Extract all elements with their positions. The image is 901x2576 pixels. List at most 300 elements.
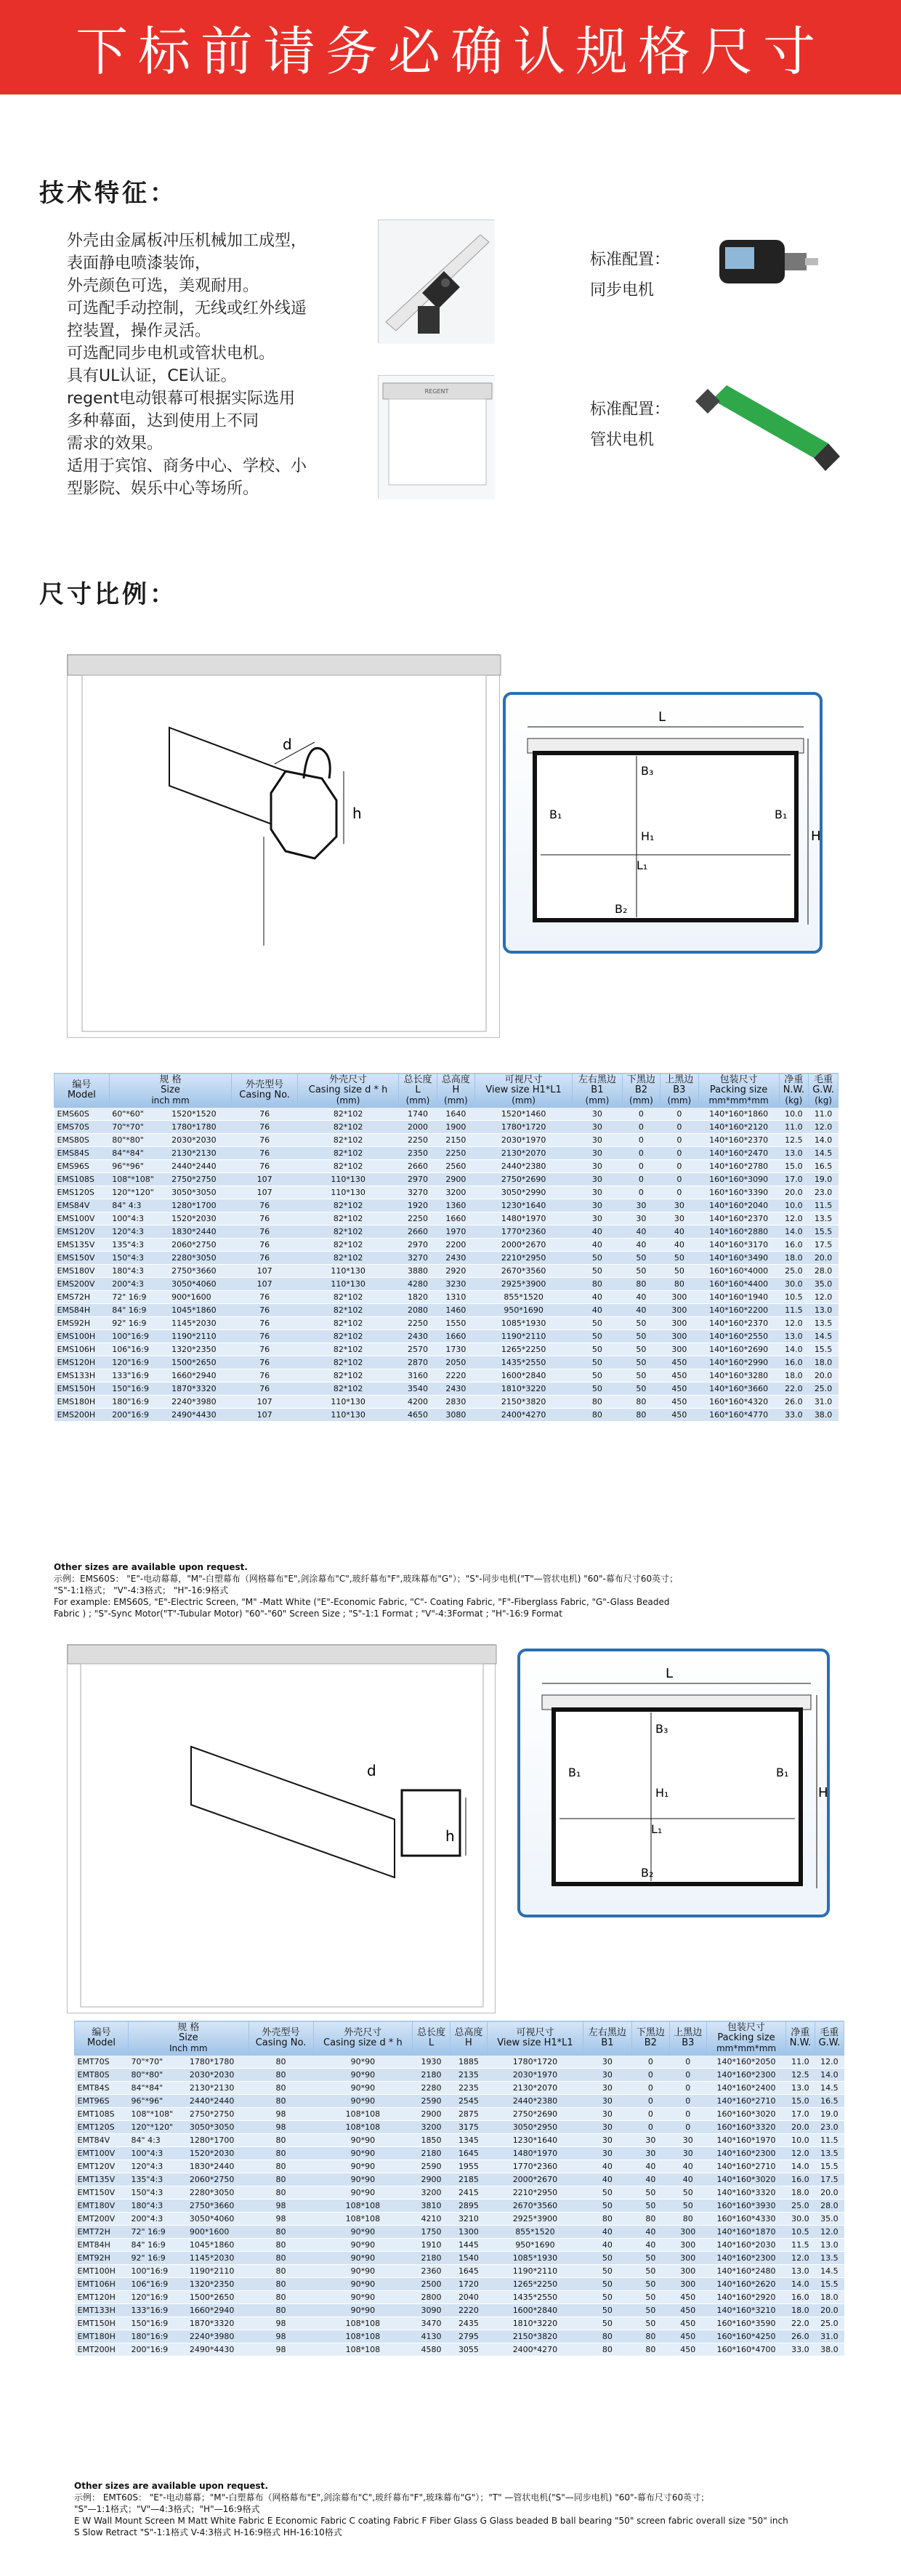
table-cell: 1750 [413,2226,450,2239]
table-cell: 108"*108" [109,1173,169,1186]
table-cell: 14.0 [786,2160,815,2173]
table-cell: 2490*4430 [169,1409,232,1422]
table-cell: 107 [232,1409,298,1422]
table-cell: 140*160*2030 [707,2239,786,2252]
table-cell: 1660 [437,1330,474,1343]
table-cell: 82*102 [297,1121,398,1134]
table-cell: 12.5 [786,2069,815,2082]
table-cell: 84"*84" [129,2082,187,2095]
note-line: For example: EMS60S, "E"-Electric Screen, "M" -Matt White ("E"-Economic Fabric, "C"- Coating Fabric, "F"-Fiberglass Fabric, "G"-Glass Beaded [54,1597,670,1607]
column-header: 总长度 L [413,2021,450,2056]
table-cell: 1435*2550 [488,2291,583,2304]
table-cell: 2000 [399,1121,437,1134]
column-header: 毛重 G.W. [815,2021,844,2056]
table-cell: 80 [249,2056,313,2069]
table-cell: 3160 [399,1369,437,1382]
table-cell: 76 [232,1369,298,1382]
table-cell: EMT150H [75,2317,129,2330]
dim-B2-2: B₂ [641,1866,654,1880]
table-cell: 12.5 [779,1134,809,1147]
table-cell: 76 [232,1304,298,1317]
table-cell: 3050*2950 [488,2121,583,2134]
table-cell: 70"*70" [129,2056,187,2069]
table-cell: 1640 [437,1108,474,1121]
table-cell: 40 [632,2160,669,2173]
table-cell: 0 [622,1108,660,1121]
table-cell: 50 [583,2317,631,2330]
table-cell: 135"4:3 [109,1239,169,1252]
table-cell: 140*160*1870 [707,2226,786,2239]
table-cell: 108*108 [313,2108,413,2121]
table-cell: 2750*2690 [475,1173,573,1186]
table-cell: 2280 [413,2082,450,2095]
table-cell: 150"4:3 [129,2186,187,2199]
table-cell: 80 [249,2147,313,2160]
table-cell: 80 [249,2278,313,2291]
table-row [75,2343,844,2356]
table-cell: 76 [232,1291,298,1304]
table-cell: 3230 [437,1278,474,1291]
table-cell: 2250 [399,1317,437,1330]
table-cell: 3270 [399,1186,437,1199]
table-cell: 2750*2750 [169,1173,232,1186]
table-cell: 12.0 [786,2252,815,2265]
table-cell: 140*160*2710 [707,2160,786,2173]
table-cell: 450 [660,1382,698,1396]
table-cell: 80 [583,2330,631,2343]
table-cell: 40 [573,1239,623,1252]
table-cell: 40 [583,2239,631,2252]
column-header: 外壳型号 Casing No. [232,1074,298,1108]
table-cell: 3470 [413,2317,450,2330]
dim-L1: L₁ [637,858,648,872]
dim-h-2: h [445,1827,455,1845]
table-row [75,2082,844,2095]
table-cell: 1445 [450,2239,487,2252]
note-line: 示例： EMT60S： "E"-电动幕幕；"M"-白塑幕布（网格幕布"E",剑涂幕布"C",玻纤幕布"F",玻珠幕布"G"）；"T" —管状电机("S"—同步电机) "60"-幕布尺寸60英寸； [74,2492,710,2503]
table-cell: 2875 [450,2108,487,2121]
column-header: 规 格 Size inch mm [109,1074,232,1108]
table-cell: 300 [669,2226,706,2239]
table-cell: 1770*2360 [488,2160,583,2173]
table-row [75,2265,844,2278]
table-cell: 20.0 [809,1252,839,1265]
table-cell: 200"4:3 [129,2213,187,2226]
table-cell: 40 [660,1239,698,1252]
table-cell: 2240*3980 [187,2330,249,2343]
table-cell: 18.0 [815,2291,844,2304]
table-cell: 84" 4:3 [109,1199,169,1212]
table-cell: EMT120H [75,2291,129,2304]
table-cell: 1520*1460 [475,1108,573,1121]
table-row [75,2291,844,2304]
table-cell: 98 [249,2199,313,2213]
feature-line: 可选配同步电机或管状电机。 [67,345,275,363]
table-cell: 0 [622,1160,660,1173]
table-cell: 30 [573,1186,623,1199]
table-cell: 90*90 [313,2226,413,2239]
table-cell: 1045*1860 [169,1304,232,1317]
table-cell: 30 [583,2056,631,2069]
table-cell: 1885 [450,2056,487,2069]
table-cell: 16.0 [786,2173,815,2186]
table-cell: 2900 [413,2108,450,2121]
note-line: "S"-1:1格式； "V"-4:3格式； "H"-16:9格式 [54,1585,229,1595]
table-cell: 1435*2550 [475,1356,573,1369]
table-cell: 38.0 [809,1409,839,1422]
table-cell: 80 [249,2069,313,2082]
table-cell: 82*102 [297,1343,398,1356]
config2-motor: 管状电机 [590,431,655,449]
table-cell: 106"16:9 [129,2278,187,2291]
table-cell: EMT106H [75,2278,129,2291]
table-row [54,1330,839,1343]
table-cell: 40 [622,1291,660,1304]
table-cell: 0 [632,2108,669,2121]
table-cell: 2235 [450,2082,487,2095]
table-row [75,2186,844,2199]
table-cell: 12.0 [815,2056,844,2069]
table-cell: EMS84S [54,1147,110,1160]
table-cell: 2440*2440 [187,2095,249,2108]
table-cell: 120"16:9 [129,2291,187,2304]
table-cell: 135"4:3 [129,2173,187,2186]
table-cell: 1810*3220 [475,1382,573,1396]
table-cell: 140*160*2200 [698,1304,779,1317]
table-cell: 300 [669,2265,706,2278]
table-cell: 1740 [399,1108,437,1121]
table-cell: 11.0 [786,2056,815,2069]
table-cell: 1145*2030 [187,2252,249,2265]
table-row [54,1278,839,1291]
table-cell: 450 [669,2330,706,2343]
table-cell: 30.0 [786,2213,815,2226]
table-cell: 76 [232,1199,298,1212]
table-cell: 140*160*3170 [698,1239,779,1252]
note-line: Other sizes are available upon request. [74,2481,268,2491]
table-cell: 90*90 [313,2082,413,2095]
column-header: 外壳尺寸 Casing size d * h [313,2021,413,2056]
table-cell: 0 [669,2069,706,2082]
table-cell: EMS96S [54,1160,110,1173]
table-cell: 80 [249,2265,313,2278]
note-line: Fabric ) ; "S"-Sync Motor("T"-Tubular Motor) "60"-"60" Screen Size ; "S"-1:1 Format ; "V"-4:3Format ; "H"-16:9 Format [54,1609,562,1619]
table-cell: 160*160*4400 [698,1278,779,1291]
table-cell: 11.5 [815,2134,844,2147]
table-cell: 0 [669,2108,706,2121]
table-cell: 50 [632,2199,669,2213]
tech-section-title: 技术特征： [39,179,177,208]
table-cell: 90*90 [313,2291,413,2304]
table-cell: 30 [660,1212,698,1225]
table-cell: 1280*1700 [187,2134,249,2147]
column-header: 上黑边 B3 [669,2021,706,2056]
table-cell: 82*102 [297,1304,398,1317]
table-cell: 3880 [399,1265,437,1278]
table-cell: 82*102 [297,1291,398,1304]
table-cell: 1780*1780 [187,2056,249,2069]
table-cell: 84" 16:9 [109,1304,169,1317]
table-cell: 120"4:3 [129,2160,187,2173]
table-cell: 140*160*2990 [698,1356,779,1369]
table-cell: 4580 [413,2343,450,2356]
table-cell: 140*160*3210 [707,2304,786,2317]
table-row [54,1304,839,1317]
table-cell: 31.0 [809,1396,839,1409]
dim-d: d [283,736,292,753]
table-cell: 180"4:3 [129,2199,187,2213]
note-line: Other sizes are available upon request. [54,1562,248,1572]
table-cell: 180"16:9 [109,1396,169,1409]
table-cell: 12.0 [779,1212,809,1225]
table-cell: 450 [669,2317,706,2330]
table-cell: 1645 [450,2147,487,2160]
table-cell: 30 [583,2095,631,2108]
table-cell: 110*130 [297,1186,398,1199]
table-cell: 35.0 [815,2213,844,2226]
table-cell: 133"16:9 [109,1369,169,1382]
column-header: 净重 N.W. (kg) [779,1074,809,1108]
table-cell: 2130*2130 [187,2082,249,2095]
table-cell: 20.0 [786,2121,815,2134]
table-cell: 40 [573,1291,623,1304]
table-cell: 15.5 [809,1225,839,1239]
table-cell: 0 [632,2095,669,2108]
table-cell: 4210 [413,2213,450,2226]
table-cell: 90*90 [313,2069,413,2082]
table-cell: EMS120S [54,1186,110,1199]
table-cell: 28.0 [809,1265,839,1278]
table-cell: 140*160*2370 [698,1317,779,1330]
table-cell: 110*130 [297,1409,398,1422]
table-cell: 15.5 [815,2278,844,2291]
table-cell: 2750*2750 [187,2108,249,2121]
table-cell: 14.5 [809,1330,839,1343]
table-cell: 120"4:3 [109,1225,169,1239]
table-row [54,1212,839,1225]
table-cell: 30 [583,2134,631,2147]
table-cell: 98 [249,2317,313,2330]
table-cell: 160*160*3020 [707,2108,786,2121]
table-cell: 76 [232,1121,298,1134]
table-cell: 50 [573,1265,623,1278]
table-cell: 90*90 [313,2239,413,2252]
table-cell: 70"*70" [109,1121,169,1134]
table-cell: EMT200V [75,2213,129,2226]
table-cell: 13.0 [809,1304,839,1317]
table-cell: 2925*3900 [488,2213,583,2226]
table-cell: 76 [232,1147,298,1160]
table-cell: 140*160*1940 [698,1291,779,1304]
feature-line: 控装置，操作灵活。 [67,322,211,340]
table-cell: 2350 [399,1147,437,1160]
table-cell: 2670*3560 [475,1265,573,1278]
table-cell: 90*90 [313,2134,413,2147]
table-cell: 2400*4270 [488,2343,583,2356]
table-cell: 22.0 [779,1382,809,1396]
feature-line: 多种幕面，达到使用上不同 [67,412,259,430]
table-cell: 20.0 [809,1369,839,1382]
table-cell: 98 [249,2330,313,2343]
table-cell: 13.0 [779,1330,809,1343]
table-cell: 2750*2690 [488,2108,583,2121]
table-cell: 23.0 [809,1186,839,1199]
table-cell: 82*102 [297,1317,398,1330]
table-cell: 50 [622,1369,660,1382]
table-cell: 2590 [413,2095,450,2108]
table-cell: 50 [660,1252,698,1265]
table-cell: 855*1520 [488,2226,583,2239]
table-cell: 107 [232,1396,298,1409]
table-cell: 1910 [413,2239,450,2252]
table-cell: 40 [573,1225,623,1239]
table-cell: 80 [249,2134,313,2147]
column-header: 包装尺寸 Packing size mm*mm*mm [707,2021,786,2056]
table-cell: 160*160*4770 [698,1409,779,1422]
table-cell: 200"16:9 [129,2343,187,2356]
table-row [75,2056,844,2069]
table-cell: 80 [249,2173,313,2186]
table-cell: 50 [573,1330,623,1343]
table-cell: 2130*2070 [475,1147,573,1160]
table-cell: 100"16:9 [129,2265,187,2278]
table-cell: 50 [632,2265,669,2278]
table-row [54,1396,839,1409]
table-cell: 92" 16:9 [109,1317,169,1330]
table-cell: 30 [622,1199,660,1212]
table-cell: EMT150V [75,2186,129,2199]
sync-motor-casing-photo [378,220,494,343]
table-cell: EMS100V [54,1212,110,1225]
table-cell: 90*90 [313,2265,413,2278]
table-cell: 300 [660,1304,698,1317]
table-cell: 1520*1520 [169,1108,232,1121]
table-cell: 30 [583,2108,631,2121]
table-cell: 3050*2990 [475,1186,573,1199]
table-cell: 1190*2110 [187,2265,249,2278]
table-cell: 14.5 [809,1147,839,1160]
table-cell: 76 [232,1108,298,1121]
table-cell: EMS106H [54,1343,110,1356]
table-cell: 0 [660,1160,698,1173]
table-row [54,1382,839,1396]
table-cell: 3540 [399,1382,437,1396]
table-cell: 50 [622,1356,660,1369]
dim-B3-2: B₃ [655,1722,668,1736]
table-cell: 450 [669,2291,706,2304]
table-cell: 30 [583,2147,631,2160]
table-cell: 140*160*3280 [698,1369,779,1382]
feature-line: 型影院、娱乐中心等场所。 [67,480,259,498]
table-cell: 80 [573,1396,623,1409]
table-row [75,2134,844,2147]
table-cell: EMS180H [54,1396,110,1409]
table-cell: 2800 [413,2291,450,2304]
table-cell: 0 [660,1173,698,1186]
table-cell: 2870 [399,1356,437,1369]
table-row [75,2304,844,2317]
table-cell: 300 [660,1317,698,1330]
table-cell: 82*102 [297,1330,398,1343]
size-section-title: 尺寸比例： [39,580,177,609]
table-cell: 1145*2030 [169,1317,232,1330]
table-cell: 108"*108" [129,2108,187,2121]
table-cell: 140*160*2120 [698,1121,779,1134]
table-cell: 2430 [437,1252,474,1265]
column-header: 规 格 Size Inch mm [129,2021,249,2056]
table-cell: 1600*2840 [475,1369,573,1382]
table-cell: 160*160*4000 [698,1265,779,1278]
table-cell: 50 [573,1343,623,1356]
config1-label: 标准配置： [590,251,671,269]
table-cell: 90*90 [313,2173,413,2186]
table-cell: 25.0 [779,1265,809,1278]
table-cell: 30 [573,1134,623,1147]
column-header: 可视尺寸 View size H1*L1 [488,2021,583,2056]
table-cell: 82*102 [297,1239,398,1252]
table-cell: 20.0 [815,2186,844,2199]
table-row [54,1134,839,1147]
table-row [54,1265,839,1278]
table-cell: 108*108 [313,2317,413,2330]
table-cell: 2440*2380 [488,2095,583,2108]
table-cell: 0 [660,1121,698,1134]
column-header: 外壳尺寸 Casing size d * h (mm) [297,1074,398,1108]
table-cell: 108*108 [313,2121,413,2134]
table-cell: 30 [573,1108,623,1121]
table-cell: 2135 [450,2069,487,2082]
table-cell: 80 [622,1278,660,1291]
table-cell: 13.0 [815,2239,844,2252]
table-cell: 80 [632,2213,669,2226]
table-cell: 180"4:3 [109,1265,169,1278]
table-cell: 3050*4060 [187,2213,249,2226]
table-cell: 14.0 [815,2069,844,2082]
table-cell: 13.5 [815,2252,844,2265]
column-header: 下黑边 B2 [632,2021,669,2056]
table-cell: 80 [632,2330,669,2343]
table-cell: 140*160*2690 [698,1343,779,1356]
table-cell: 50 [632,2278,669,2291]
table-row [54,1369,839,1382]
table-cell: 76 [232,1343,298,1356]
table-cell: 14.0 [779,1225,809,1239]
table-cell: EMS84V [54,1199,110,1212]
table-cell: 140*160*2370 [698,1212,779,1225]
table-cell: 1265*2250 [488,2278,583,2291]
table-cell: 0 [622,1186,660,1199]
table-cell: 18.0 [779,1252,809,1265]
table-cell: 30 [632,2134,669,2147]
table-cell: 3050*4060 [169,1278,232,1291]
table-cell: 160*160*4250 [707,2330,786,2343]
table-cell: 2415 [450,2186,487,2199]
table-cell: 2435 [450,2317,487,2330]
table-row [54,1147,839,1160]
note-line: S Slow Retract "S"-1:1格式 V-4:3格式 H-16:9格式 HH-16:10格式 [74,2527,342,2537]
table-cell: 11.0 [809,1108,839,1121]
column-header: 左右黑边 B1 (mm) [573,1074,623,1108]
table-cell: 50 [573,1356,623,1369]
table-cell: 2920 [437,1265,474,1278]
table-cell: 12.0 [809,1121,839,1134]
table-cell: EMS84H [54,1304,110,1317]
table-cell: 450 [660,1396,698,1409]
table-row [54,1199,839,1212]
table-cell: 17.0 [779,1173,809,1186]
table-cell: 140*160*2920 [707,2291,786,2304]
table-cell: 50 [583,2278,631,2291]
